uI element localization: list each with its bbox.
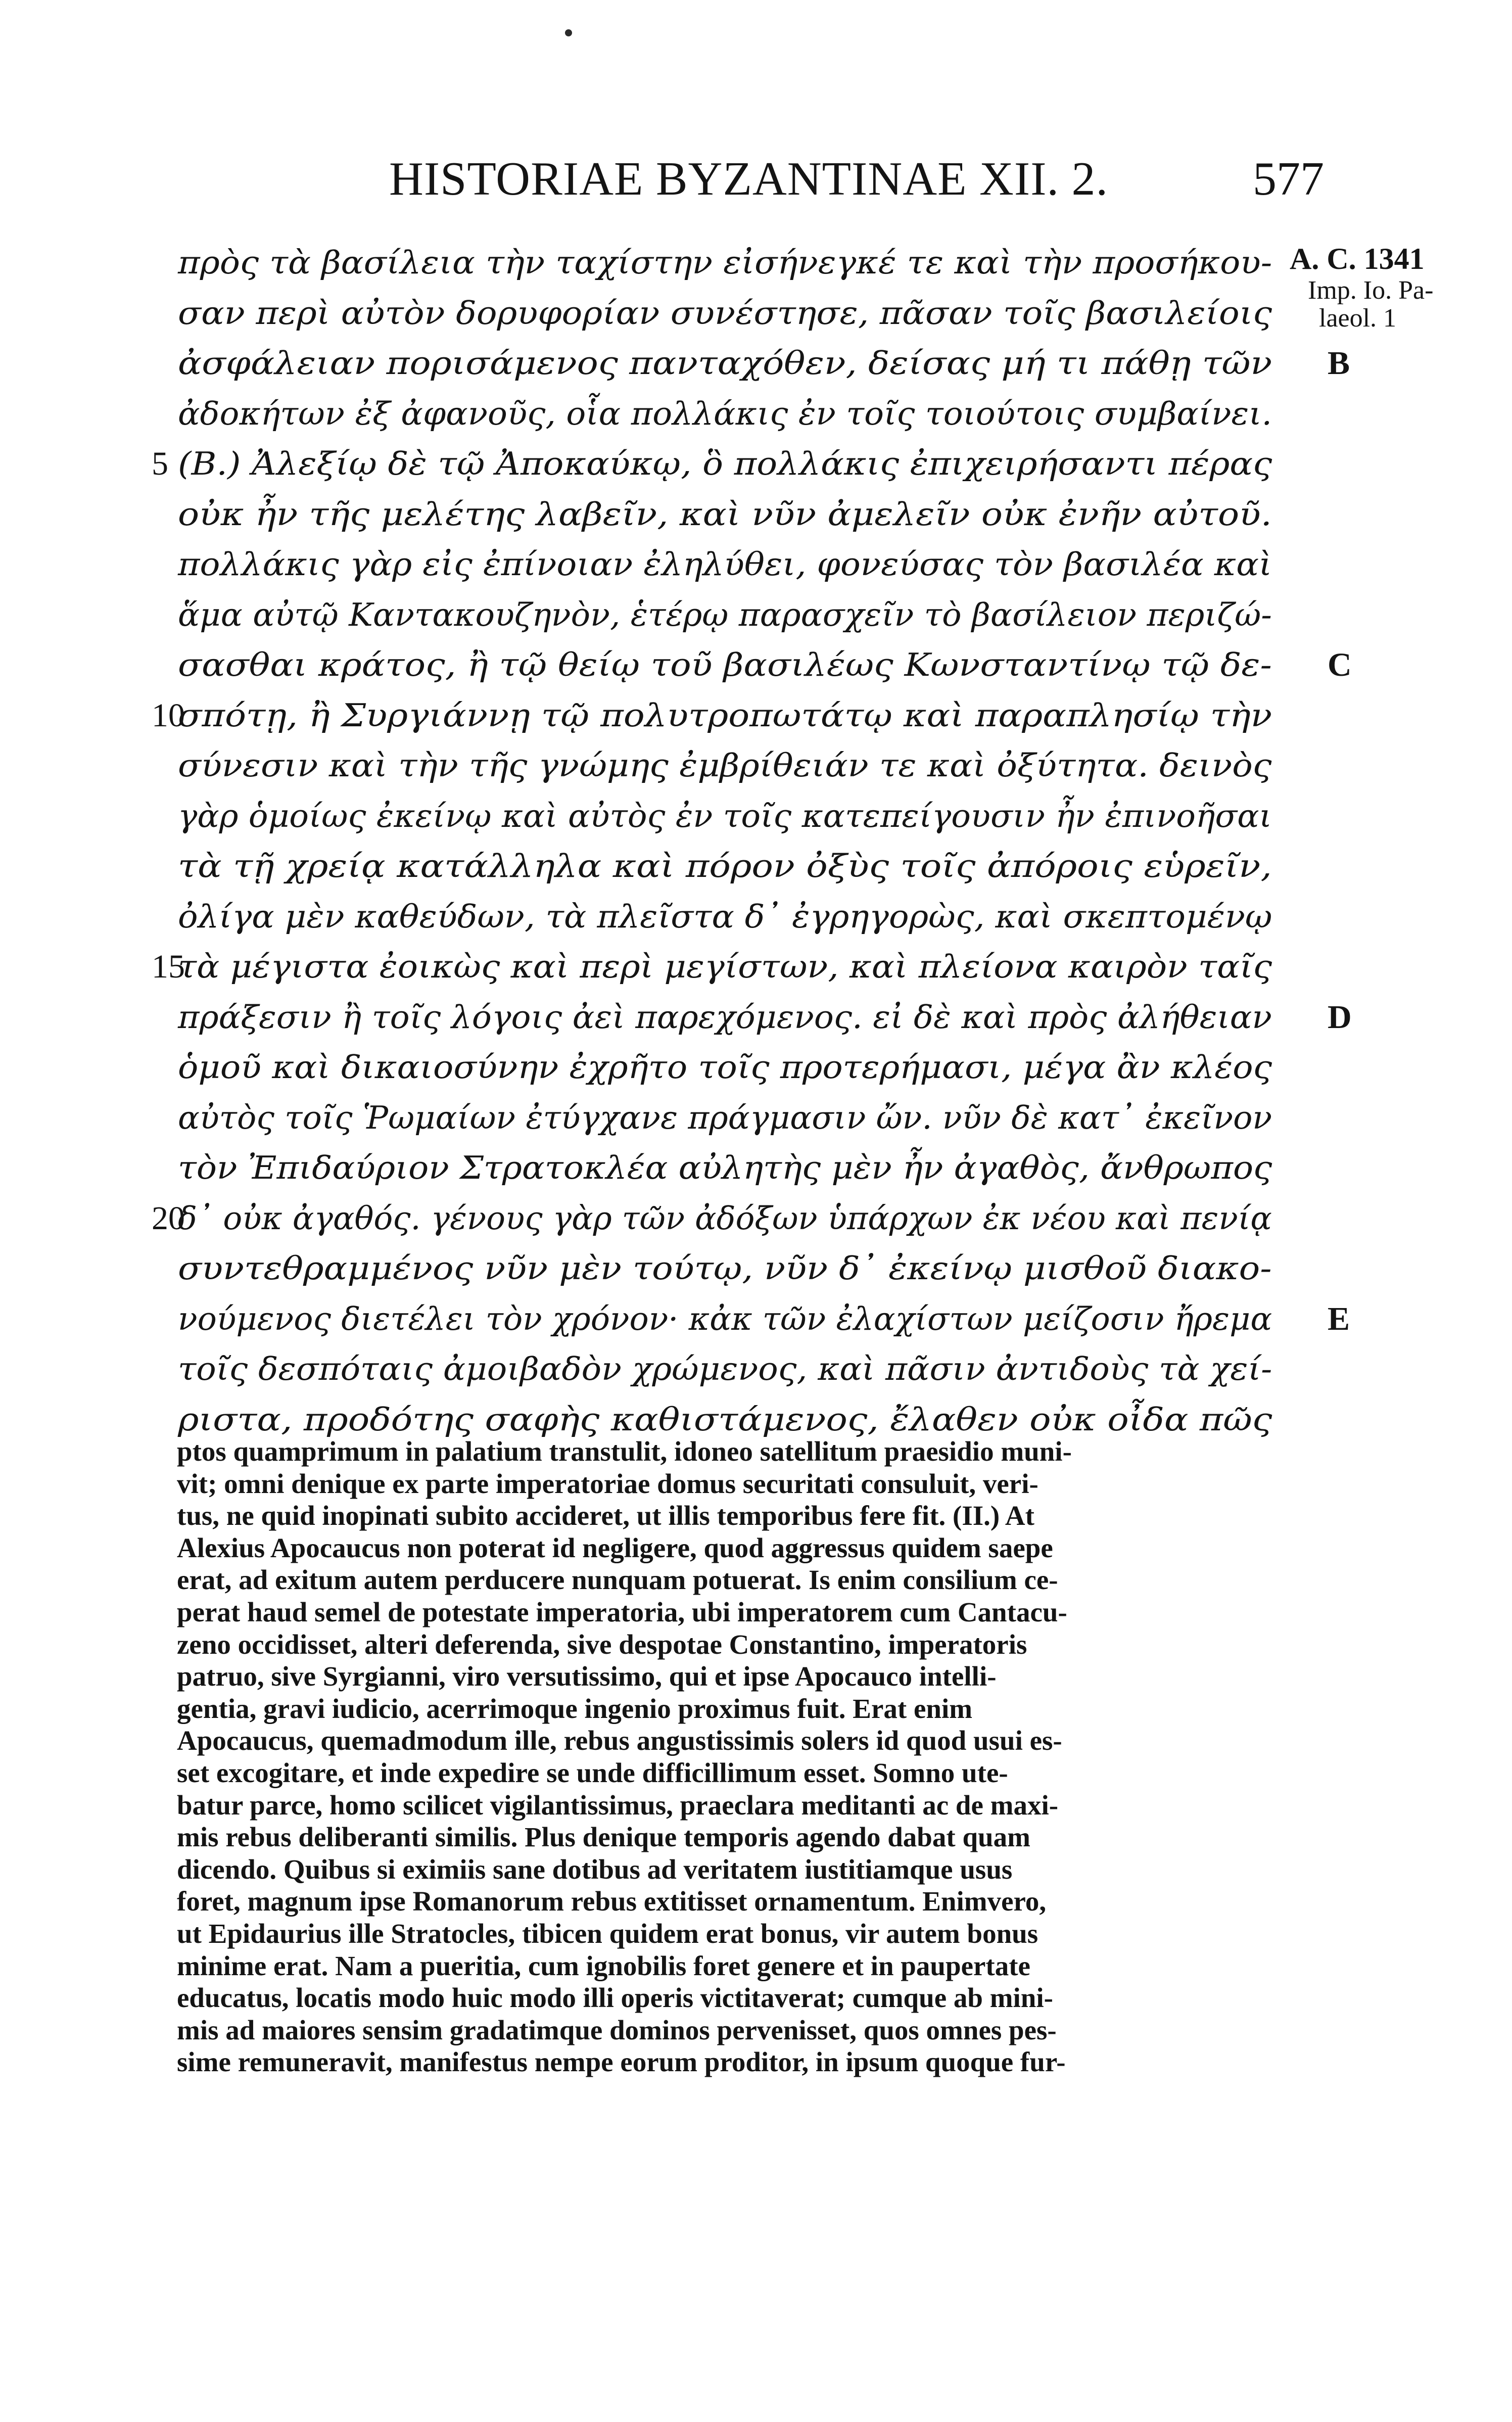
line-number: 20 [152, 1199, 185, 1237]
margin-section-d: D [1328, 998, 1352, 1036]
greek-line [152, 439, 1320, 489]
greek-line [178, 489, 1320, 540]
greek-line [178, 590, 1320, 640]
greek-line-text: ἀδοκήτων ἐξ ἀφανοῦς, οἷα πολλάκις ἐν τοῖς τοιούτοις συμβαίνει. [178, 395, 1272, 432]
latin-line: Apocaucus, quemadmodum ille, rebus angustissimis solers id quod usui es- [177, 1725, 1062, 1756]
latin-line: tus, ne quid inopinati subito accideret, ut illis temporibus fere fit. (II.) At [177, 1500, 1034, 1531]
greek-line-text: (B.) Ἀλεξίῳ δὲ τῷ Ἀποκαύκῳ, ὃ πολλάκις ἐπιχειρήσαντι πέρας [178, 445, 1272, 482]
latin-line: educatus, locatis modo huic modo illi operis victitaverat; cumque ab mini- [177, 1982, 1053, 2014]
greek-line-text: γὰρ ὁμοίως ἐκείνῳ καὶ αὐτὸς ἐν τοῖς κατεπείγουσιν ἦν ἐπινοῆσαι [178, 797, 1272, 834]
greek-line-text: πράξεσιν ἢ τοῖς λόγοις ἀεὶ παρεχόμενος. εἰ δὲ καὶ πρὸς ἀλήθειαν [178, 998, 1272, 1036]
greek-line [178, 892, 1320, 942]
line-number: 10 [152, 696, 185, 734]
greek-line-text: πολλάκις γὰρ εἰς ἐπίνοιαν ἐληλύθει, φονεύσας τὸν βασιλέα καὶ [178, 546, 1272, 583]
margin-section-c: C [1328, 646, 1352, 683]
latin-line: erat, ad exitum autem perducere nunquam potuerat. Is enim consilium ce- [177, 1564, 1058, 1596]
greek-line-text: ἀσφάλειαν πορισάμενος πανταχόθεν, δείσας μή τι πάθῃ τῶν [178, 345, 1272, 382]
greek-line-text: τὰ τῇ χρείᾳ κατάλληλα καὶ πόρον ὀξὺς τοῖς ἀπόροις εὑρεῖν, [178, 848, 1272, 884]
greek-line-text: συντεθραμμένος νῦν μὲν τούτῳ, νῦν δ᾽ ἐκείνῳ μισθοῦ διακο- [178, 1250, 1272, 1287]
page-mark [565, 29, 572, 36]
page-number: 577 [1253, 153, 1324, 205]
greek-line [178, 539, 1320, 590]
greek-text-block [152, 238, 1352, 1445]
greek-line [178, 1294, 1350, 1344]
latin-line: mis ad maiores sensim gradatimque dominos pervenisset, quos omnes pes- [177, 2014, 1057, 2045]
margin-section-b: B [1328, 345, 1350, 382]
greek-line [152, 1193, 1320, 1244]
greek-line [178, 791, 1320, 842]
greek-line-text: ριστα, προδότης σαφὴς καθιστάμενος, ἔλαθεν οὐκ οἶδα πῶς [178, 1401, 1272, 1438]
greek-line [178, 1344, 1320, 1394]
greek-line-text: αὐτὸς τοῖς Ῥωμαίων ἐτύγχανε πράγμασιν ὤν. νῦν δὲ κατ᾽ ἐκεῖνον [178, 1099, 1272, 1136]
greek-line [178, 640, 1352, 690]
latin-line: batur parce, homo scilicet vigilantissimus, praeclara meditanti ac de maxi- [177, 1789, 1059, 1821]
greek-line [178, 338, 1350, 389]
latin-line: ptos quamprimum in palatium transtulit, idoneo satellitum praesidio muni- [177, 1436, 1072, 1467]
margin-section-e: E [1328, 1300, 1350, 1337]
greek-line-text: ἅμα αὐτῷ Καντακουζηνὸν, ἑτέρῳ παρασχεῖν τὸ βασίλειον περιζώ- [178, 596, 1272, 633]
greek-line-text: τὸν Ἐπιδαύριον Στρατοκλέα αὐλητὴς μὲν ἦν ἀγαθὸς, ἄνθρωπος [178, 1149, 1272, 1186]
line-number: 5 [152, 445, 168, 482]
greek-line [178, 992, 1352, 1043]
latin-line: sime remuneravit, manifestus nempe eorum proditor, in ipsum quoque fur- [177, 2046, 1066, 2078]
latin-line: gentia, gravi iudicio, acerrimoque ingenio proximus fuit. Erat enim [177, 1693, 973, 1724]
greek-line [178, 389, 1320, 439]
page-header [389, 152, 1324, 212]
latin-line: set excogitare, et inde expedire se unde difficillimum esset. Somno ute- [177, 1757, 1008, 1788]
greek-line [178, 740, 1320, 791]
greek-line-text: τὰ μέγιστα ἐοικὼς καὶ περὶ μεγίστων, καὶ πλείονα καιρὸν ταῖς [178, 948, 1272, 985]
greek-line [178, 238, 1320, 288]
latin-line: foret, magnum ipse Romanorum rebus extitisset ornamentum. Enimvero, [177, 1886, 1047, 1917]
greek-line-text: σαν περὶ αὐτὸν δορυφορίαν συνέστησε, πᾶσαν τοῖς βασιλείοις [178, 294, 1272, 332]
greek-line [152, 690, 1320, 741]
greek-line [152, 942, 1320, 992]
greek-line-text: σπότῃ, ἢ Συργιάννῃ τῷ πολυτροπωτάτῳ καὶ παραπλησίῳ τὴν [178, 696, 1272, 734]
greek-line-text: σασθαι κράτος, ἢ τῷ θείῳ τοῦ βασιλέως Κωνσταντίνῳ τῷ δε- [178, 646, 1272, 683]
margin-emperor-line2: laeol. 1 [1319, 304, 1397, 333]
margin-emperor-line1: Imp. Io. Pa- [1308, 276, 1434, 305]
greek-line [178, 841, 1320, 892]
greek-line-text: ὁμοῦ καὶ δικαιοσύνην ἐχρῆτο τοῖς προτερήμασι, μέγα ἂν κλέος [178, 1049, 1272, 1086]
greek-line-text: σύνεσιν καὶ τὴν τῆς γνώμης ἐμβρίθειάν τε καὶ ὀξύτητα. δεινὸς [178, 747, 1272, 784]
margin-year: A. C. 1341 [1290, 242, 1425, 275]
greek-line [178, 1093, 1320, 1143]
greek-line [178, 1042, 1320, 1093]
greek-line [178, 1243, 1320, 1294]
greek-line-text: οὐκ ἦν τῆς μελέτης λαβεῖν, καὶ νῦν ἀμελεῖν οὐκ ἐνῆν αὐτοῦ. [178, 495, 1272, 533]
latin-line: zeno occidisset, alteri deferenda, sive despotae Constantino, imperatoris [177, 1628, 1027, 1660]
greek-line [178, 1143, 1320, 1193]
latin-line: vit; omni denique ex parte imperatoriae domus securitati consuluit, veri- [177, 1468, 1038, 1499]
latin-line: perat haud semel de potestate imperatoria, ubi imperatorem cum Cantacu- [177, 1596, 1067, 1627]
running-head: HISTORIAE BYZANTINAE XII. 2. [389, 153, 1109, 205]
latin-line: patruo, sive Syrgianni, viro versutissimo, qui et ipse Apocauco intelli- [177, 1661, 997, 1692]
latin-translation-block [177, 1435, 1319, 2078]
greek-line-text: τοῖς δεσπόταις ἀμοιβαδὸν χρώμενος, καὶ πᾶσιν ἀντιδοὺς τὰ χεί- [178, 1350, 1272, 1387]
greek-line-text: ὀλίγα μὲν καθεύδων, τὰ πλεῖστα δ᾽ ἐγρηγορὼς, καὶ σκεπτομένῳ [178, 898, 1272, 935]
greek-line-text: νούμενος διετέλει τὸν χρόνον· κἀκ τῶν ἐλαχίστων μείζοσιν ἤρεμα [178, 1300, 1272, 1337]
latin-line: dicendo. Quibus si eximiis sane dotibus ad veritatem iustitiamque usus [177, 1853, 1013, 1885]
greek-line [178, 288, 1320, 339]
line-number: 15 [152, 948, 185, 985]
greek-line-text: δ᾽ οὐκ ἀγαθός. γένους γὰρ τῶν ἀδόξων ὑπάρχων ἐκ νέου καὶ πενίᾳ [178, 1199, 1272, 1237]
latin-line: ut Epidaurius ille Stratocles, tibicen quidem erat bonus, vir autem bonus [177, 1918, 1038, 1949]
greek-line-text: πρὸς τὰ βασίλεια τὴν ταχίστην εἰσήνεγκέ τε καὶ τὴν προσήκου- [178, 244, 1272, 281]
latin-line: mis rebus deliberanti similis. Plus denique temporis agendo dabat quam [177, 1822, 1030, 1853]
latin-line: Alexius Apocaucus non poterat id negligere, quod aggressus quidem saepe [177, 1532, 1053, 1563]
latin-line: minime erat. Nam a pueritia, cum ignobilis foret genere et in paupertate [177, 1950, 1030, 1981]
